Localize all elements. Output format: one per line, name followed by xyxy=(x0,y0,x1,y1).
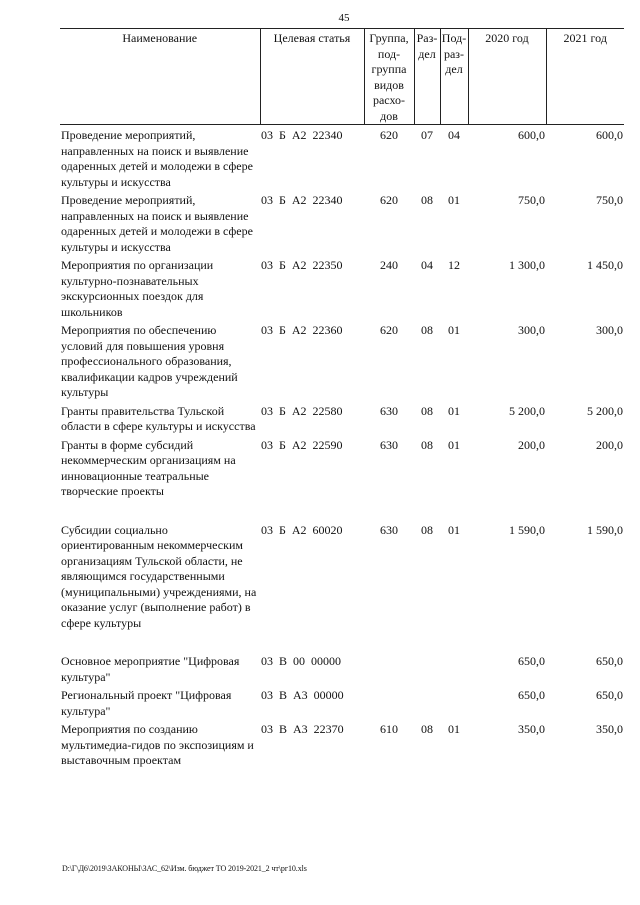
header-group-line: видов xyxy=(374,77,404,92)
row-2020: 1 590,0 xyxy=(509,522,545,537)
row-razd: 08 xyxy=(421,437,433,452)
row-target: 03 Б А2 22340 xyxy=(261,128,343,142)
table-row xyxy=(60,255,624,320)
row-pod: 01 xyxy=(448,193,460,207)
table-row xyxy=(60,520,624,632)
row-group: 240 xyxy=(380,258,398,272)
row-pod xyxy=(440,651,468,685)
row-2021: 750,0 xyxy=(596,193,623,207)
row-name: Региональный проект "Цифровая культура" xyxy=(61,688,232,718)
row-target: 03 Б А2 60020 xyxy=(261,522,343,537)
row-target: 03 Б А2 22590 xyxy=(261,437,343,452)
row-razd xyxy=(414,651,440,685)
header-target: Целевая статья xyxy=(260,29,364,125)
row-target: 03 Б А2 22580 xyxy=(261,403,343,418)
row-razd: 04 xyxy=(421,258,433,272)
row-group: 620 xyxy=(380,323,398,337)
row-group: 610 xyxy=(380,722,398,736)
row-razd: 08 xyxy=(421,403,433,418)
row-group: 630 xyxy=(380,403,398,418)
row-pod: 01 xyxy=(448,323,460,337)
header-razd xyxy=(414,29,440,125)
footer-file-path: D:\Г\Д6\2019\ЗАКОНЫ\ЗАС_62\Изм. бюджет ТО 2019-2021_2 чт\рг10.xls xyxy=(62,864,307,873)
row-name: Мероприятия по организации культурно-познавательных экскурсионных поездок для школьников xyxy=(61,258,214,319)
row-group xyxy=(364,685,414,719)
row-target: 03 В А3 22370 xyxy=(261,722,344,736)
row-name: Гранты в форме субсидий некоммерческим организациям на инновационные театральные творческие проекты xyxy=(61,437,236,498)
row-target: 03 Б А2 22350 xyxy=(261,258,343,272)
table-row xyxy=(60,651,624,685)
row-name: Основное мероприятие "Цифровая культура" xyxy=(61,654,240,684)
page-number: 45 xyxy=(338,12,350,24)
row-razd: 07 xyxy=(421,128,433,142)
row-razd: 08 xyxy=(421,522,433,537)
row-2021: 650,0 xyxy=(596,654,623,668)
row-group: 620 xyxy=(380,128,398,142)
header-pod-line: раз- xyxy=(443,46,465,61)
row-name: Гранты правительства Тульской области в сфере культуры и искусства xyxy=(61,403,256,433)
header-group-line: под- xyxy=(377,46,401,61)
row-2020: 650,0 xyxy=(518,688,545,702)
table-row xyxy=(60,685,624,719)
header-pod-line: Под- xyxy=(441,31,467,45)
row-2021: 650,0 xyxy=(596,688,623,702)
header-group-line: расхо- xyxy=(372,93,406,107)
row-2020: 1 300,0 xyxy=(509,258,545,272)
header-razd-line: дел xyxy=(418,46,436,61)
row-name: Мероприятия по обеспечению условий для повышения уровня профессионального образования, квалификации кадров учреждений культуры xyxy=(61,323,238,399)
row-name: Проведение мероприятий, направленных на поиск и выявление одаренных детей и молодежи в сфере культуры и искусства xyxy=(61,128,253,189)
table-header-row xyxy=(60,29,624,125)
row-pod: 01 xyxy=(448,403,460,418)
budget-table xyxy=(60,28,624,769)
row-razd: 08 xyxy=(421,193,433,207)
row-2021: 1 450,0 xyxy=(587,258,623,272)
row-name: Субсидии социально ориентированным некоммерческим организациям Тульской области, не являющимся государственными (муниципальными) учреждениями, на оказание услуг (выполнение работ) в сфере культуры xyxy=(61,522,257,630)
row-2021: 200,0 xyxy=(596,437,623,452)
row-spacer xyxy=(60,631,624,651)
row-group: 630 xyxy=(380,437,398,452)
row-name: Мероприятия по созданию мультимедиа-гидов по экспозициям и выставочным проектам xyxy=(61,722,254,767)
table-row xyxy=(60,719,624,769)
row-pod: 04 xyxy=(448,128,460,142)
row-pod: 12 xyxy=(448,258,460,272)
table-row xyxy=(60,401,624,435)
table-row xyxy=(60,435,624,500)
header-razd-line: Раз- xyxy=(416,31,438,45)
row-target: 03 Б А2 22340 xyxy=(261,193,343,207)
header-group-line: дов xyxy=(380,108,398,123)
row-name: Проведение мероприятий, направленных на поиск и выявление одаренных детей и молодежи в сфере культуры и искусства xyxy=(61,193,253,254)
row-2021: 5 200,0 xyxy=(587,403,623,418)
row-pod: 01 xyxy=(448,522,460,537)
table-row xyxy=(60,190,624,255)
row-pod: 01 xyxy=(448,437,460,452)
row-2020: 300,0 xyxy=(518,323,545,337)
row-2020: 750,0 xyxy=(518,193,545,207)
row-2020: 5 200,0 xyxy=(509,403,545,418)
header-group-line: группа xyxy=(371,62,407,76)
row-2020: 350,0 xyxy=(518,722,545,736)
header-pod xyxy=(440,29,468,125)
row-group: 620 xyxy=(380,193,398,207)
row-razd xyxy=(414,685,440,719)
row-pod: 01 xyxy=(448,722,460,736)
row-razd: 08 xyxy=(421,722,433,736)
row-target: 03 В 00 00000 xyxy=(261,654,342,668)
row-razd: 08 xyxy=(421,323,433,337)
row-2021: 300,0 xyxy=(596,323,623,337)
header-2021: 2021 год xyxy=(546,29,624,125)
row-group: 630 xyxy=(380,522,398,537)
row-spacer xyxy=(60,500,624,520)
table-row xyxy=(60,125,624,191)
row-2021: 600,0 xyxy=(596,128,623,142)
header-pod-line: дел xyxy=(445,62,463,76)
header-group-line: Группа, xyxy=(369,31,409,45)
header-2020: 2020 год xyxy=(468,29,546,125)
header-name: Наименование xyxy=(60,29,260,125)
row-2020: 200,0 xyxy=(518,437,545,452)
row-target: 03 В А3 00000 xyxy=(261,688,344,702)
header-group xyxy=(364,29,414,125)
row-target: 03 Б А2 22360 xyxy=(261,323,343,337)
row-2021: 350,0 xyxy=(596,722,623,736)
row-pod xyxy=(440,685,468,719)
table-row xyxy=(60,320,624,401)
row-group xyxy=(364,651,414,685)
row-2021: 1 590,0 xyxy=(587,522,623,537)
row-2020: 650,0 xyxy=(518,654,545,668)
row-2020: 600,0 xyxy=(518,128,545,142)
